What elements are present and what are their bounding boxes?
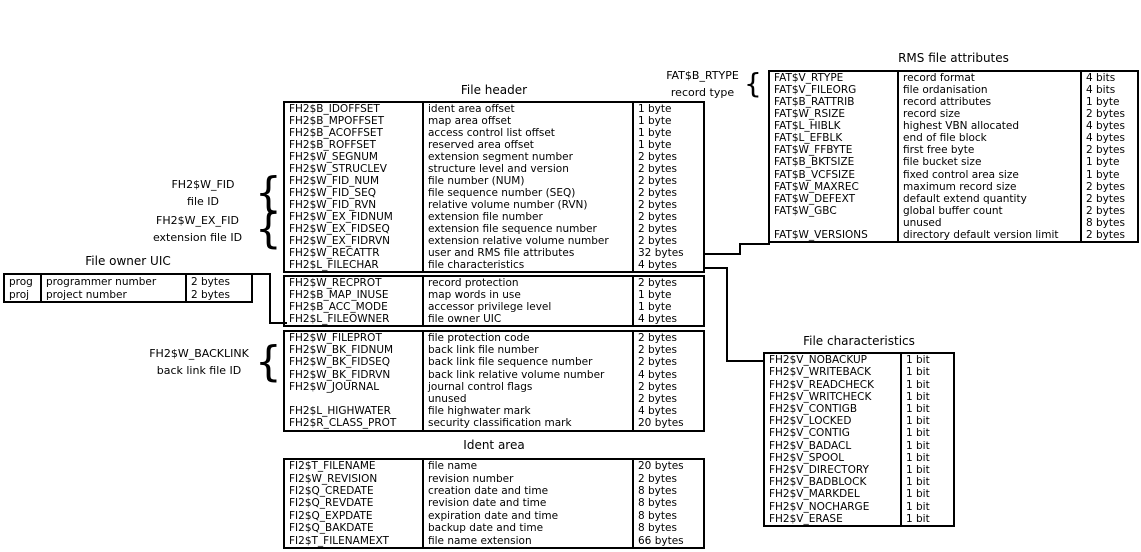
cell-size: 8 bytes	[632, 497, 703, 509]
cell-size: 1 byte	[632, 289, 703, 301]
backlink-brace-icon: {	[255, 337, 282, 386]
cell-size: 20 bytes	[632, 417, 703, 429]
cell-field: FH2$W_EX_FIDSEQ	[289, 223, 390, 235]
backlink-label-desc: back link file ID	[156, 364, 242, 377]
cell-field: FH2$V_WRITEBACK	[769, 366, 871, 379]
cell-size: 2 bytes	[632, 211, 703, 223]
cell-size: 2 bytes	[1080, 181, 1137, 193]
cell-size: 1 bit	[900, 427, 953, 439]
owner-uic-title: File owner UIC	[85, 254, 171, 268]
cell-desc: fixed control area size	[897, 169, 1080, 181]
cell-size: 1 byte	[1080, 169, 1137, 181]
cell-field: FH2$V_CONTIG	[769, 427, 850, 440]
fid-label	[153, 176, 253, 210]
cell-field: FAT$W_FFBYTE	[774, 144, 853, 157]
connector-filechar-to-characteristics	[726, 267, 728, 362]
cell-size: 1 bit	[900, 500, 953, 512]
cell-field: FH2$V_LOCKED	[769, 415, 852, 428]
cell-field: FH2$R_CLASS_PROT	[289, 417, 397, 430]
cell-field: FH2$L_HIGHWATER	[289, 405, 391, 418]
record-type-label-name: FAT$B_RTYPE	[666, 69, 739, 82]
cell-size: 1 bit	[900, 476, 953, 488]
cell-desc: extension segment number	[422, 151, 632, 163]
cell-field: FH2$V_ERASE	[769, 512, 843, 525]
cell-desc: extension relative volume number	[422, 235, 632, 247]
record-type-label	[660, 67, 745, 101]
cell-desc: file number (NUM)	[422, 175, 632, 187]
cell-desc: extension file number	[422, 211, 632, 223]
cell-size: 4 bytes	[632, 313, 703, 325]
cell-field: FAT$V_RTYPE	[774, 72, 844, 85]
cell-field: FH2$L_FILEOWNER	[289, 313, 390, 325]
cell-size: 2 bytes	[632, 235, 703, 247]
backlink-label	[143, 345, 255, 379]
connector-recattr-to-rms	[739, 243, 770, 245]
cell-field: FH2$V_DIRECTORY	[769, 463, 869, 476]
cell-size: 1 byte	[632, 301, 703, 313]
cell-field: FH2$W_EX_FIDNUM	[289, 211, 393, 223]
cell-desc: record protection	[422, 277, 632, 289]
cell-desc: end of file block	[897, 132, 1080, 144]
cell-size: 32 bytes	[632, 247, 703, 259]
cell-field: FH2$W_FILEPROT	[289, 332, 382, 345]
cell-size: 4 bits	[1080, 72, 1137, 84]
cell-size: 1 byte	[632, 115, 703, 127]
cell-desc: back link file number	[422, 344, 632, 356]
connector-uic-to-fileowner	[251, 273, 271, 275]
file-header-block3-table	[283, 330, 705, 432]
cell-desc: file highwater mark	[422, 405, 632, 417]
cell-field: FH2$W_RECATTR	[289, 247, 380, 259]
cell-field: FH2$W_EX_FIDRVN	[289, 235, 390, 247]
cell-field: FH2$B_MAP_INUSE	[289, 289, 389, 301]
rms-attributes-table	[768, 70, 1139, 243]
cell-field: FAT$B_BKTSIZE	[774, 156, 855, 169]
cell-field: FH2$W_BK_FIDNUM	[289, 344, 394, 357]
cell-field: FH2$W_BK_FIDSEQ	[289, 356, 391, 369]
cell-field: FH2$V_SPOOL	[769, 451, 845, 464]
connector-filechar-to-characteristics	[726, 360, 765, 362]
owner-uic-table	[3, 273, 253, 303]
ident-area-title: Ident area	[463, 438, 525, 452]
cell-desc: unused	[897, 217, 1080, 229]
cell-field: FH2$B_IDOFFSET	[289, 103, 380, 115]
cell-size: 1 bit	[900, 366, 953, 378]
cell-field: FH2$B_ACC_MODE	[289, 301, 388, 313]
cell-desc: structure level and version	[422, 163, 632, 175]
cell-size: 1 byte	[632, 139, 703, 151]
record-type-label-desc: record type	[670, 86, 735, 99]
cell-size: 1 bit	[900, 354, 953, 366]
cell-size: 4 bytes	[1080, 120, 1137, 132]
cell-field: FI2$Q_CREDATE	[289, 485, 374, 498]
connector-recattr-to-rms	[703, 253, 741, 255]
cell-desc: directory default version limit	[897, 229, 1080, 241]
cell-desc: project number	[40, 288, 185, 301]
cell-size: 4 bits	[1080, 84, 1137, 96]
cell-desc: file name	[422, 460, 632, 472]
file-characteristics-title: File characteristics	[803, 334, 915, 348]
cell-field: proj	[9, 288, 30, 301]
cell-size: 1 byte	[632, 127, 703, 139]
cell-size: 4 bytes	[1080, 132, 1137, 144]
cell-size: 1 bit	[900, 391, 953, 403]
cell-size: 2 bytes	[185, 288, 251, 301]
cell-field: FI2$T_FILENAMEXT	[289, 534, 389, 547]
cell-field: FH2$W_STRUCLEV	[289, 163, 387, 175]
cell-size: 1 bit	[900, 403, 953, 415]
cell-field: FH2$W_FID_RVN	[289, 199, 377, 211]
cell-size: 2 bytes	[632, 223, 703, 235]
cell-desc: reserved area offset	[422, 139, 632, 151]
cell-size: 4 bytes	[632, 405, 703, 417]
file-header-title: File header	[460, 83, 528, 97]
cell-size: 4 bytes	[632, 259, 703, 271]
cell-desc: default extend quantity	[897, 193, 1080, 205]
cell-desc: revision number	[422, 472, 632, 484]
cell-size: 66 bytes	[632, 535, 703, 547]
cell-size: 1 bit	[900, 488, 953, 500]
fid-label-desc: file ID	[187, 195, 219, 208]
cell-desc: maximum record size	[897, 181, 1080, 193]
cell-size: 1 byte	[632, 103, 703, 115]
backlink-label-name: FH2$W_BACKLINK	[149, 347, 249, 360]
cell-size: 4 bytes	[632, 369, 703, 381]
file-characteristics-table	[763, 352, 955, 527]
cell-field: FH2$V_BADACL	[769, 439, 852, 452]
cell-desc: extension file sequence number	[422, 223, 632, 235]
cell-field: FH2$W_SEGNUM	[289, 151, 378, 163]
cell-field: FAT$V_FILEORG	[774, 84, 857, 97]
cell-field: FH2$L_FILECHAR	[289, 259, 379, 271]
cell-desc: creation date and time	[422, 485, 632, 497]
connector-filechar-to-characteristics	[703, 267, 728, 269]
cell-desc: file ordanisation	[897, 84, 1080, 96]
cell-desc: file bucket size	[897, 156, 1080, 168]
cell-size: 2 bytes	[1080, 193, 1137, 205]
cell-field: FI2$W_REVISION	[289, 472, 378, 485]
extension-fid-label-name: FH2$W_EX_FID	[156, 214, 239, 227]
cell-desc: map area offset	[422, 115, 632, 127]
cell-field: FH2$B_ACOFFSET	[289, 127, 383, 139]
fid-label-name: FH2$W_FID	[171, 178, 235, 191]
cell-size: 2 bytes	[185, 275, 251, 288]
cell-field: prog	[9, 275, 33, 288]
cell-field: FI2$T_FILENAME	[289, 460, 376, 473]
cell-field	[285, 393, 422, 405]
cell-size: 1 bit	[900, 464, 953, 476]
cell-size: 2 bytes	[632, 163, 703, 175]
cell-field: FH2$V_WRITCHECK	[769, 390, 872, 403]
cell-desc: back link relative volume number	[422, 369, 632, 381]
cell-size: 8 bytes	[632, 522, 703, 534]
cell-field: FI2$Q_EXPDATE	[289, 509, 373, 522]
cell-desc: file name extension	[422, 535, 632, 547]
cell-size: 2 bytes	[632, 277, 703, 289]
cell-size: 2 bytes	[1080, 144, 1137, 156]
cell-size: 2 bytes	[1080, 205, 1137, 217]
file-header-block1-table	[283, 101, 705, 273]
cell-field: FAT$W_RSIZE	[774, 108, 846, 121]
cell-field: FH2$V_READCHECK	[769, 378, 875, 391]
cell-size: 20 bytes	[632, 460, 703, 472]
ident-area-table	[283, 458, 705, 549]
cell-field: FH2$W_RECPROT	[289, 277, 382, 289]
cell-field: FH2$B_ROFFSET	[289, 139, 376, 151]
cell-desc: revision date and time	[422, 497, 632, 509]
cell-desc: highest VBN allocated	[897, 120, 1080, 132]
extension-fid-brace-icon: {	[255, 204, 282, 253]
cell-size: 1 byte	[1080, 96, 1137, 108]
cell-desc: file owner UIC	[422, 313, 632, 325]
cell-desc: record attributes	[897, 96, 1080, 108]
cell-desc: record size	[897, 108, 1080, 120]
cell-desc: file sequence number (SEQ)	[422, 187, 632, 199]
cell-size: 2 bytes	[632, 151, 703, 163]
cell-size: 2 bytes	[632, 393, 703, 405]
cell-field: FI2$Q_REVDATE	[289, 497, 374, 510]
cell-desc: first free byte	[897, 144, 1080, 156]
cell-size: 1 bit	[900, 415, 953, 427]
cell-field: FH2$B_MPOFFSET	[289, 115, 385, 127]
cell-desc: file characteristics	[422, 259, 632, 271]
cell-size: 2 bytes	[632, 356, 703, 368]
cell-field: FH2$V_NOBACKUP	[769, 354, 868, 367]
cell-size: 2 bytes	[1080, 229, 1137, 241]
cell-size: 1 bit	[900, 378, 953, 390]
cell-field: FH2$V_BADBLOCK	[769, 476, 867, 489]
cell-desc: unused	[422, 393, 632, 405]
cell-field	[770, 217, 897, 229]
cell-desc: backup date and time	[422, 522, 632, 534]
cell-desc: access control list offset	[422, 127, 632, 139]
cell-field: FH2$W_FID_NUM	[289, 175, 379, 187]
cell-size: 2 bytes	[632, 344, 703, 356]
rms-attributes-title: RMS file attributes	[898, 51, 1009, 65]
cell-field: FAT$B_VCFSIZE	[774, 168, 855, 181]
cell-desc: user and RMS file attributes	[422, 247, 632, 259]
file-header-block2-table	[283, 275, 705, 327]
cell-size: 1 byte	[1080, 156, 1137, 168]
cell-field: FH2$W_FID_SEQ	[289, 187, 376, 199]
cell-desc: journal control flags	[422, 381, 632, 393]
cell-size: 8 bytes	[632, 485, 703, 497]
extension-fid-label	[140, 212, 255, 246]
cell-field: FI2$Q_BAKDATE	[289, 522, 374, 535]
cell-size: 1 bit	[900, 439, 953, 451]
cell-desc: file protection code	[422, 332, 632, 344]
cell-field: FAT$W_MAXREC	[774, 180, 859, 193]
connector-uic-to-fileowner	[269, 322, 287, 324]
cell-desc: programmer number	[40, 275, 185, 288]
cell-field: FAT$W_VERSIONS	[774, 228, 868, 241]
cell-desc: map words in use	[422, 289, 632, 301]
cell-desc: global buffer count	[897, 205, 1080, 217]
cell-field: FAT$L_EFBLK	[774, 132, 843, 145]
cell-field: FH2$V_CONTIGB	[769, 402, 858, 415]
cell-size: 2 bytes	[632, 199, 703, 211]
cell-size: 8 bytes	[1080, 217, 1137, 229]
cell-desc: expiration date and time	[422, 510, 632, 522]
connector-uic-to-fileowner	[269, 273, 271, 324]
cell-field: FAT$W_GBC	[774, 204, 837, 217]
cell-size: 1 bit	[900, 513, 953, 525]
cell-size: 2 bytes	[1080, 108, 1137, 120]
cell-desc: relative volume number (RVN)	[422, 199, 632, 211]
record-type-brace-icon: {	[744, 67, 762, 100]
cell-field: FH2$V_NOCHARGE	[769, 500, 870, 513]
cell-desc: ident area offset	[422, 103, 632, 115]
extension-fid-label-desc: extension file ID	[152, 231, 243, 244]
cell-size: 1 bit	[900, 452, 953, 464]
cell-size: 8 bytes	[632, 510, 703, 522]
cell-size: 2 bytes	[632, 187, 703, 199]
cell-desc: accessor privilege level	[422, 301, 632, 313]
fid-brace-icon: {	[255, 168, 282, 217]
cell-field: FH2$V_MARKDEL	[769, 488, 860, 501]
cell-field: FAT$W_DEFEXT	[774, 192, 855, 205]
cell-field: FAT$L_HIBLK	[774, 120, 841, 133]
cell-desc: record format	[897, 72, 1080, 84]
cell-size: 2 bytes	[632, 175, 703, 187]
cell-size: 2 bytes	[632, 332, 703, 344]
cell-size: 2 bytes	[632, 472, 703, 484]
cell-field: FH2$W_JOURNAL	[289, 380, 380, 393]
cell-size: 2 bytes	[632, 381, 703, 393]
cell-desc: back link file sequence number	[422, 356, 632, 368]
cell-field: FAT$B_RATTRIB	[774, 96, 855, 109]
cell-desc: security classification mark	[422, 417, 632, 429]
cell-field: FH2$W_BK_FIDRVN	[289, 368, 391, 381]
